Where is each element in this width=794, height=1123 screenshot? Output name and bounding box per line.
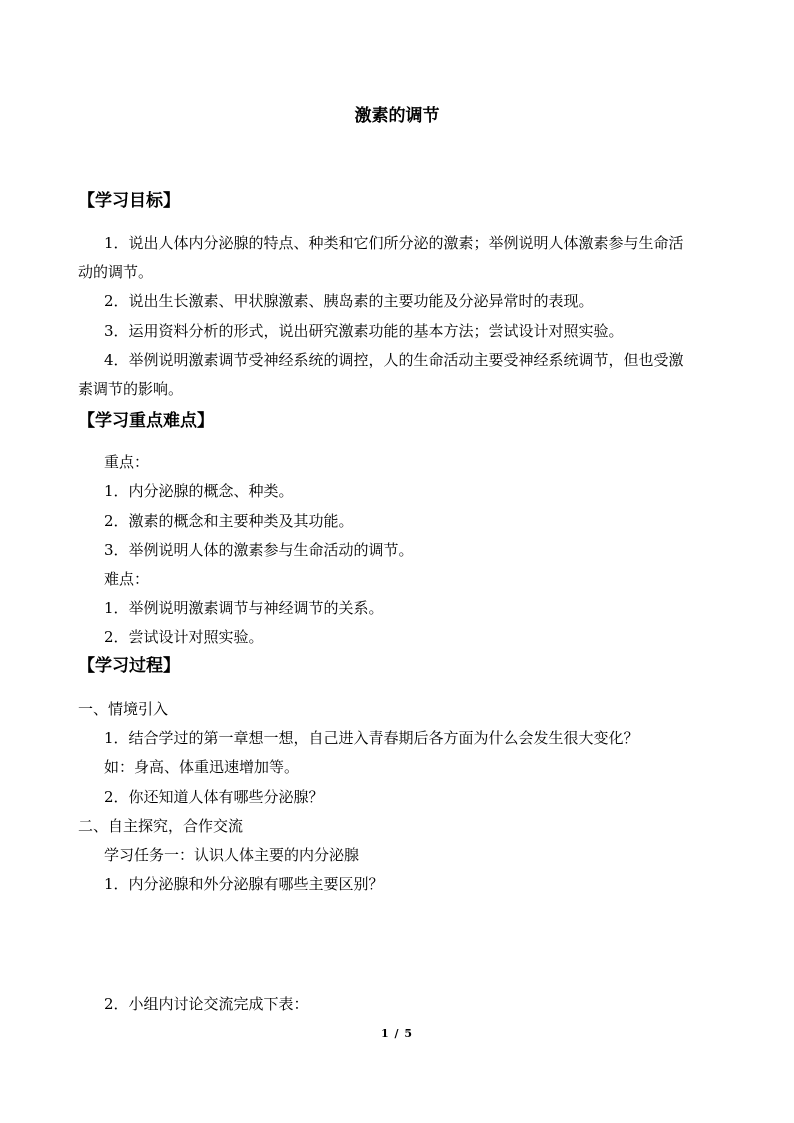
page-number: 1 / 5 xyxy=(381,1027,413,1040)
difficulty-item-1: 1．举例说明激素调节与神经调节的关系。 xyxy=(104,599,384,617)
task1-question-2: 2．小组内讨论交流完成下表： xyxy=(104,995,309,1013)
task1-question-1: 1．内分泌腺和外分泌腺有哪些主要区别？ xyxy=(104,875,384,893)
goal-item-1-line-2: 动的调节。 xyxy=(78,263,154,281)
goal-item-4-line-1: 4．举例说明激素调节受神经系统的调控，人的生命活动主要受神经系统调节，但也受激 xyxy=(104,351,684,369)
focus-item-3: 3．举例说明人体的激素参与生命活动的调节。 xyxy=(104,541,414,559)
section-heading-key-points: 【学习重点难点】 xyxy=(78,411,214,431)
part1-question-2: 2．你还知道人体有哪些分泌腺？ xyxy=(104,788,324,806)
task1-heading: 学习任务一：认识人体主要的内分泌腺 xyxy=(104,846,360,864)
document-title: 激素的调节 xyxy=(354,106,440,126)
difficulty-item-2: 2．尝试设计对照实验。 xyxy=(104,628,264,646)
section-heading-goals: 【学习目标】 xyxy=(78,191,180,211)
goal-item-4-line-2: 素调节的影响。 xyxy=(78,380,184,398)
difficulty-label: 难点： xyxy=(104,570,150,588)
focus-item-2: 2．激素的概念和主要种类及其功能。 xyxy=(104,512,354,530)
goal-item-3: 3．运用资料分析的形式，说出研究激素功能的基本方法；尝试设计对照实验。 xyxy=(104,322,624,340)
goal-item-2: 2．说出生长激素、甲状腺激素、胰岛素的主要功能及分泌异常时的表现。 xyxy=(104,292,594,310)
focus-label: 重点： xyxy=(104,453,150,471)
part2-heading: 二、自主探究，合作交流 xyxy=(78,817,244,835)
focus-item-1: 1．内分泌腺的概念、种类。 xyxy=(104,482,294,500)
section-heading-process: 【学习过程】 xyxy=(78,656,180,676)
part1-heading: 一、情境引入 xyxy=(78,700,169,718)
goal-item-1-line-1: 1．说出人体内分泌腺的特点、种类和它们所分泌的激素；举例说明人体激素参与生命活 xyxy=(104,234,684,252)
part1-question-1: 1．结合学过的第一章想一想，自己进入青春期后各方面为什么会发生很大变化？ xyxy=(104,729,639,747)
part1-example: 如：身高、体重迅速增加等。 xyxy=(104,758,300,776)
